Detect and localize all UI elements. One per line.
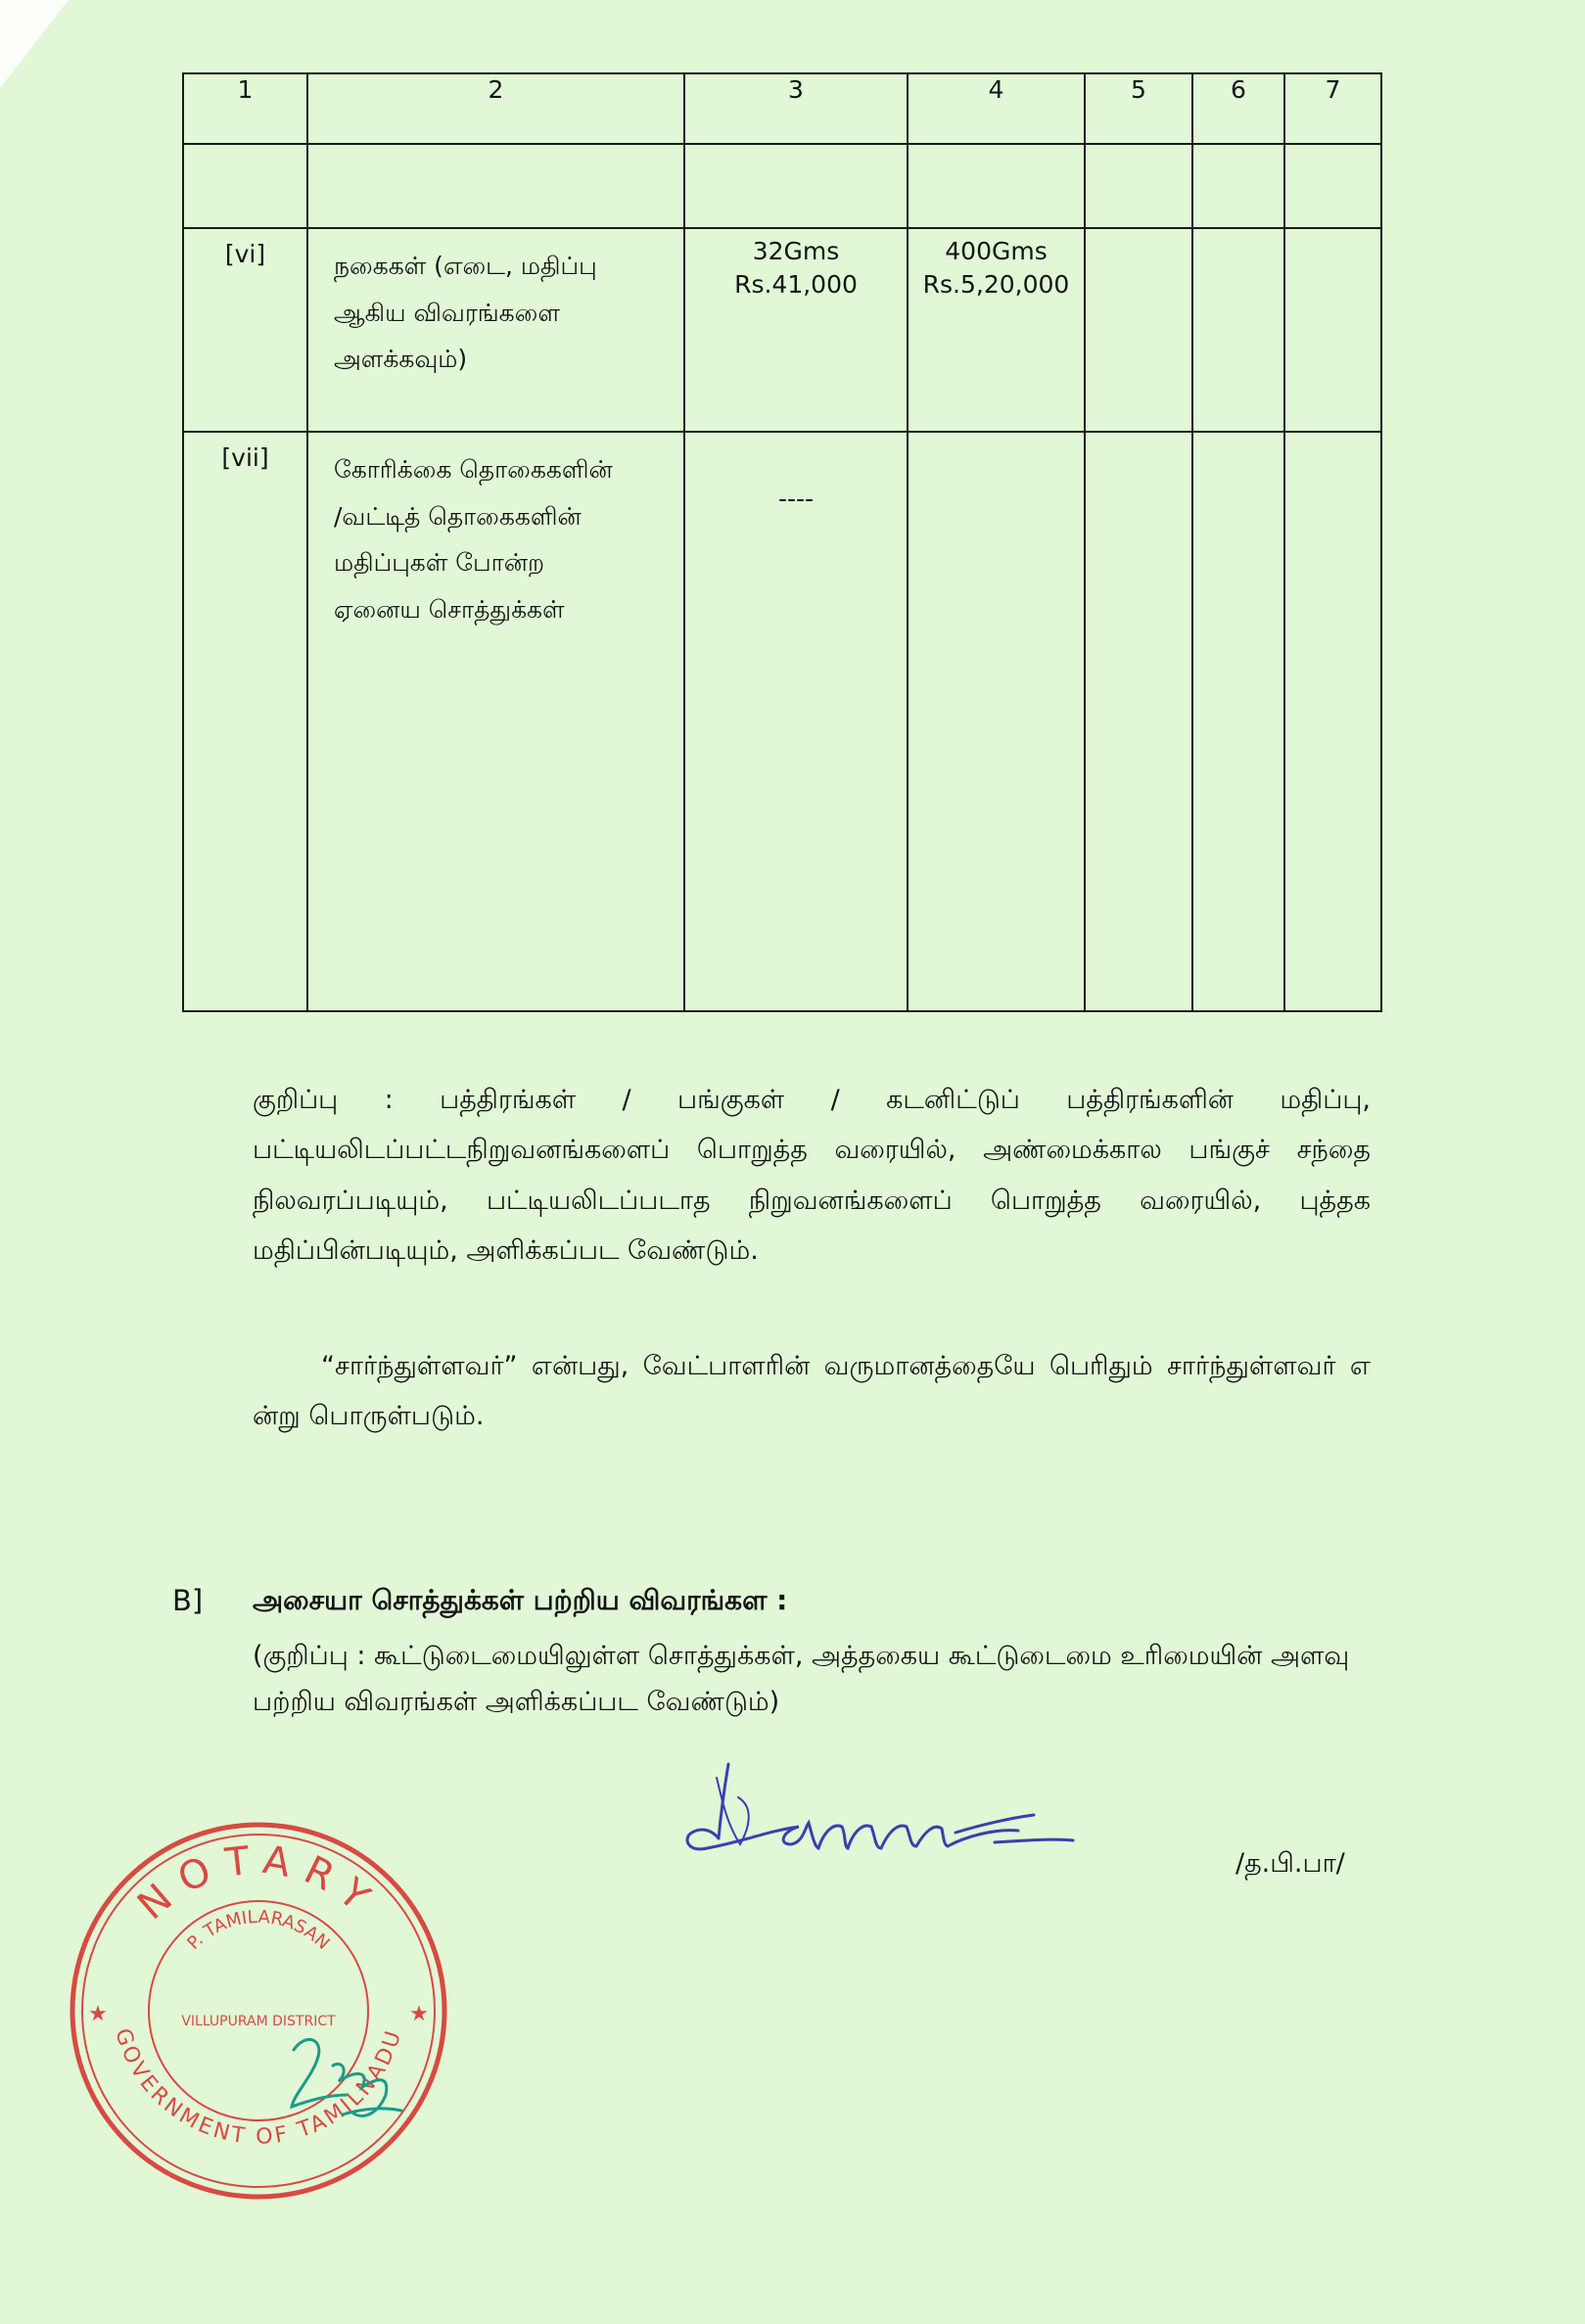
row-index: [vii] [183,432,307,1011]
col-header-6: 6 [1192,73,1284,144]
row-value-col4: 400Gms Rs.5,20,000 [908,228,1085,432]
svg-text:★: ★ [88,2002,108,2026]
assets-table [182,72,1382,1012]
section-b-label: B] [172,1584,204,1617]
row-index: [vi] [183,228,307,432]
note-securities: குறிப்பு : பத்திரங்கள் / பங்குகள் / கடனிட்டுப் பத்திரங்களின் மதிப்பு, பட்டியலிடப்பட்டநிறுவனங்களைப் பொறுத்த வரையில், அண்மைக்கால பங்குச் சந்தை நிலவரப்படியும், பட்டியலிடப்படாத நிறுவனங்களைப் பொறுத்த வரையில், புத்தக மதிப்பின்படியும், அளிக்கப்பட வேண்டும். [253,1085,1371,1266]
svg-text:★: ★ [409,2002,429,2026]
col-header-3: 3 [684,73,908,144]
stamp-handwriting [284,2026,411,2134]
col-header-4: 4 [908,73,1085,144]
footer-reference: /த.பி.பா/ [1235,1848,1345,1879]
table-row [183,228,1381,432]
col-header-2: 2 [307,73,684,144]
row-description: நகைகள் (எடை, மதிப்பு ஆகிய விவரங்களை அளக்கவும்) [307,228,684,432]
col-header-7: 7 [1284,73,1381,144]
stamp-name: P. TAMILARASAN [183,1906,334,1954]
notary-stamp [63,1815,454,2207]
note-dependent: “சார்ந்துள்ளவர்” என்பது, வேட்பாளரின் வருமானத்தையே பெரிதும் சார்ந்துள்ளவர் எ ன்று பொருள்படும். [253,1351,1371,1432]
stamp-bottom-text: GOVERNMENT OF TAMILNADU [110,2025,407,2150]
col-header-5: 5 [1085,73,1192,144]
row-value-col3: ---- [684,432,908,1011]
row-value-col3: 32Gms Rs.41,000 [684,228,908,432]
table-header-row [183,73,1381,144]
row-description: கோரிக்கை தொகைகளின் /வட்டித் தொகைகளின் மதிப்புகள் போன்ற ஏனைய சொத்துக்கள் [307,432,684,1011]
stamp-top-text: NOTARY [129,1837,389,1929]
stamp-district: VILLUPURAM DISTRICT [181,2014,336,2029]
signature [681,1758,1077,1876]
section-b-note: (குறிப்பு : கூட்டுடைமையிலுள்ள சொத்துக்கள், அத்தகைய கூட்டுடைமை உரிமையின் அளவு பற்றிய விவரங்கள் அளிக்கப்பட வேண்டும்) [253,1641,1350,1718]
section-b-title: அசையா சொத்துக்கள் பற்றிய விவரங்கள : [253,1584,788,1616]
col-header-1: 1 [183,73,307,144]
table-row-blank [183,144,1381,228]
page-corner-fold [0,0,69,88]
table-row [183,432,1381,1011]
